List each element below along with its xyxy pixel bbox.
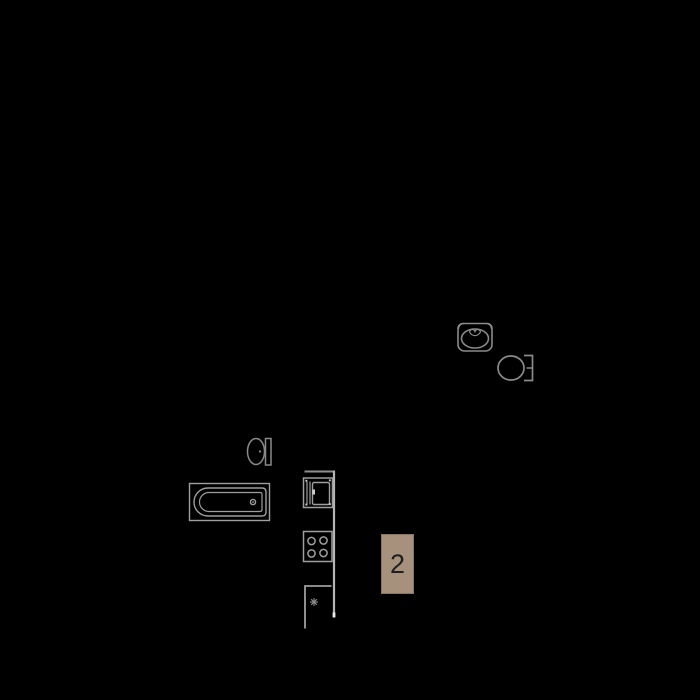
snowflake-symbol xyxy=(310,598,318,606)
kitchen-sink-corner-dots xyxy=(305,479,330,505)
burner xyxy=(320,549,327,556)
room-marker[interactable] xyxy=(381,534,414,594)
wall-line-tip xyxy=(333,613,336,618)
room-marker-label: 2 xyxy=(389,548,406,579)
burner xyxy=(308,550,315,557)
burner xyxy=(320,537,327,544)
kitchen-sink-icon xyxy=(304,478,333,508)
toilet-small-icon xyxy=(248,439,272,466)
freezer-icon xyxy=(305,586,332,629)
toilet-icon xyxy=(498,356,533,381)
kitchen-sink-faucet xyxy=(312,490,315,495)
bathtub-icon xyxy=(190,484,270,521)
burner xyxy=(308,537,315,544)
vanity-sink-icon xyxy=(458,324,492,352)
stove-icon xyxy=(304,532,333,562)
